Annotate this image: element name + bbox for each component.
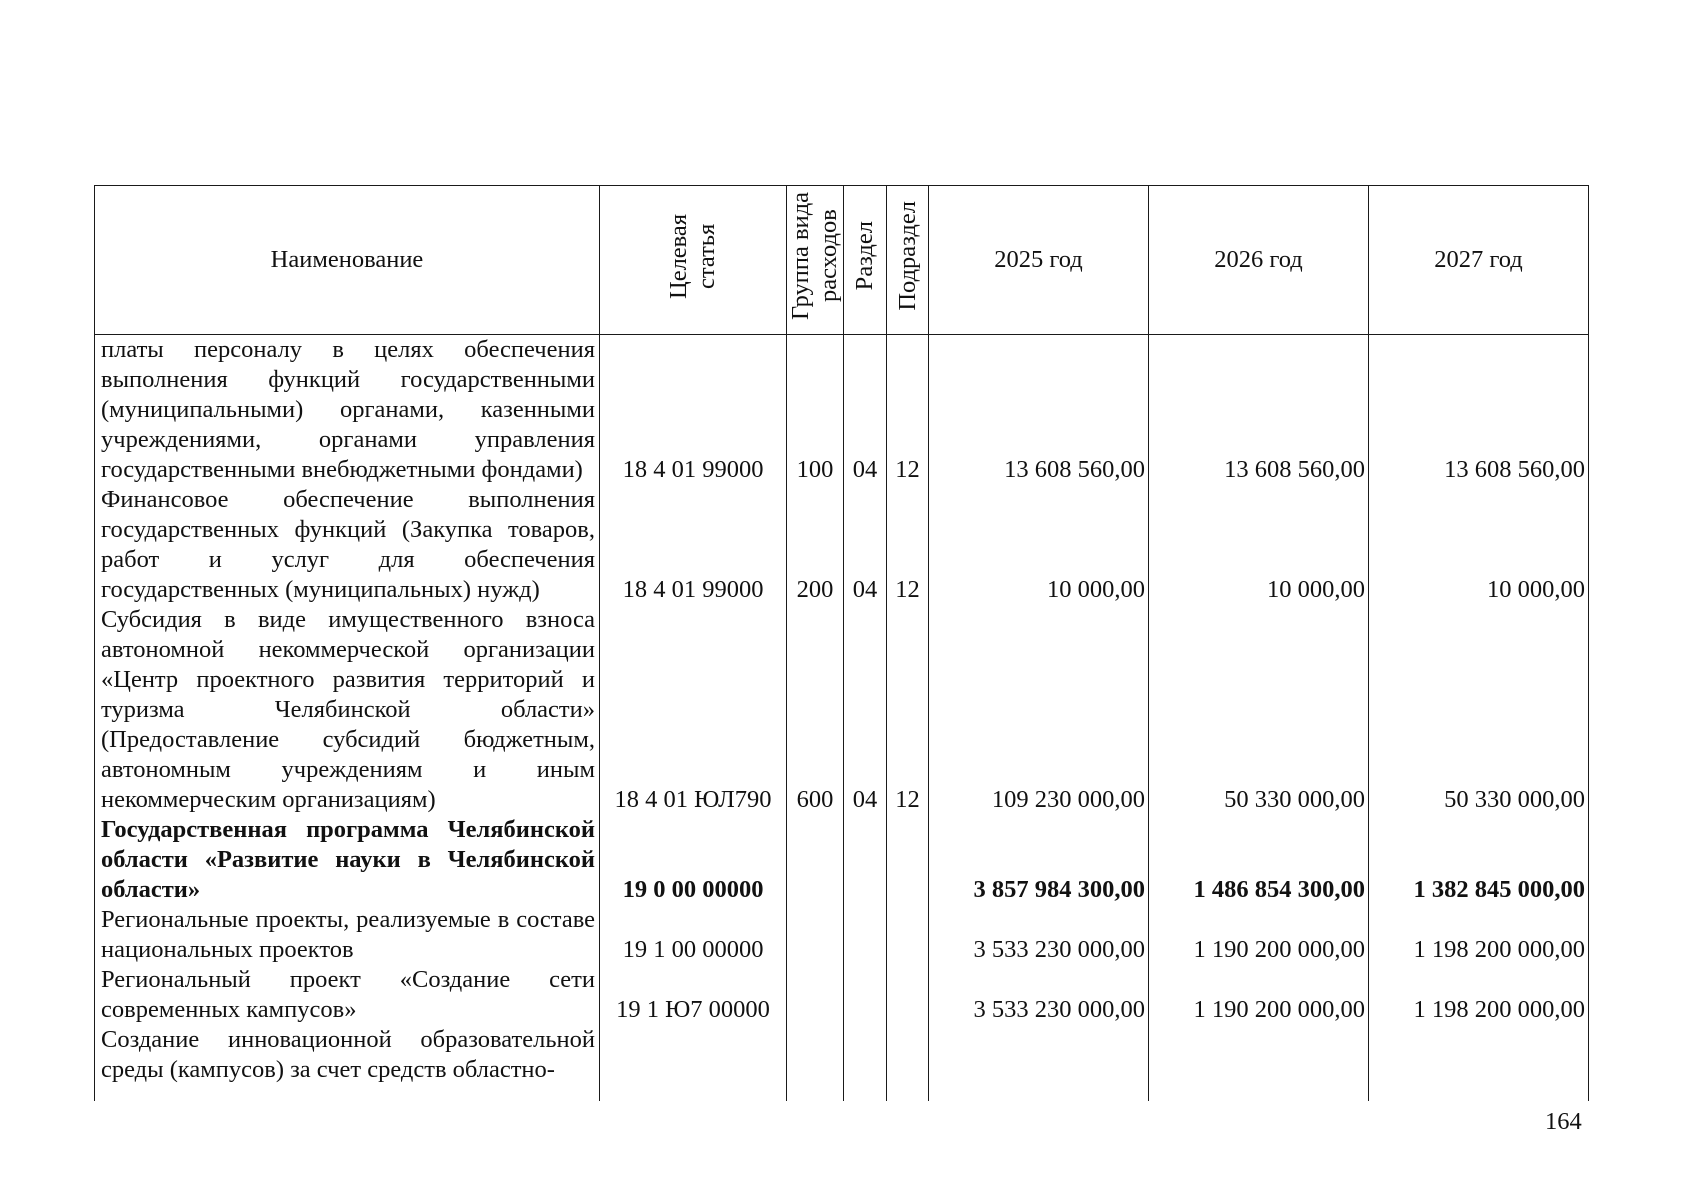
row-expense-group [787,965,844,1025]
row-target-article: 18 4 01 99000 [600,485,787,605]
row-expense-group: 600 [787,605,844,815]
row-2027 [1369,1025,1589,1101]
row-name: Региональные проекты, реализуемые в составе национальных проектов [95,905,600,965]
row-section [844,965,887,1025]
row-section: 04 [844,605,887,815]
row-subsection [887,815,929,905]
header-2027: 2027 год [1369,186,1589,335]
row-name: Финансовое обеспечение выполнения государственных функций (Закупка товаров, работ и услуг для обеспечения государственных (муниципальных) нужд) [95,485,600,605]
row-target-article: 19 0 00 00000 [600,815,787,905]
row-2027: 10 000,00 [1369,485,1589,605]
budget-table [94,185,1589,1101]
row-2025: 109 230 000,00 [929,605,1149,815]
row-2026: 10 000,00 [1149,485,1369,605]
header-name: Наименование [95,186,600,335]
row-expense-group: 100 [787,335,844,486]
row-2027: 1 198 200 000,00 [1369,965,1589,1025]
table-row [95,905,1589,965]
row-name: Региональный проект «Создание сети современных кампусов» [95,965,600,1025]
row-2027: 1 382 845 000,00 [1369,815,1589,905]
header-2026: 2026 год [1149,186,1369,335]
row-name: платы персоналу в целях обеспечения выполнения функций государственными (муниципальными) органами, казенными учреждениями, органами управления государственными внебюджетными фондами) [95,335,600,486]
row-expense-group [787,905,844,965]
row-expense-group: 200 [787,485,844,605]
row-2025: 3 533 230 000,00 [929,965,1149,1025]
row-target-article [600,1025,787,1101]
row-2025: 13 608 560,00 [929,335,1149,486]
page-number: 164 [1545,1108,1582,1135]
row-target-article: 19 1 Ю7 00000 [600,965,787,1025]
table-row [95,965,1589,1025]
row-2027: 13 608 560,00 [1369,335,1589,486]
row-subsection [887,905,929,965]
row-name: Государственная программа Челябинской области «Развитие науки в Челябинской области» [95,815,600,905]
table-row [95,485,1589,605]
row-section [844,905,887,965]
row-target-article: 19 1 00 00000 [600,905,787,965]
row-2027: 1 198 200 000,00 [1369,905,1589,965]
table-row [95,605,1589,815]
row-subsection: 12 [887,335,929,486]
row-section: 04 [844,485,887,605]
header-section: Раздел [844,186,887,335]
header-2025: 2025 год [929,186,1149,335]
header-expense-group: Группа вида расходов [787,186,844,335]
row-2027: 50 330 000,00 [1369,605,1589,815]
header-target-article: Целевая статья [600,186,787,335]
row-2026: 1 190 200 000,00 [1149,965,1369,1025]
row-subsection: 12 [887,605,929,815]
row-2025: 10 000,00 [929,485,1149,605]
row-target-article: 18 4 01 ЮЛ790 [600,605,787,815]
row-2026: 13 608 560,00 [1149,335,1369,486]
row-subsection [887,1025,929,1101]
header-row [95,186,1589,335]
row-target-article: 18 4 01 99000 [600,335,787,486]
row-name: Субсидия в виде имущественного взноса автономной некоммерческой организации «Центр проектного развития территорий и туризма Челябинской области» (Предоставление субсидий бюджетным, автономным учреждениям и иным некоммерческим организациям) [95,605,600,815]
row-section [844,1025,887,1101]
row-2026 [1149,1025,1369,1101]
row-section [844,815,887,905]
row-subsection: 12 [887,485,929,605]
row-2025: 3 533 230 000,00 [929,905,1149,965]
row-subsection [887,965,929,1025]
row-2025 [929,1025,1149,1101]
row-2025: 3 857 984 300,00 [929,815,1149,905]
row-2026: 50 330 000,00 [1149,605,1369,815]
row-expense-group [787,1025,844,1101]
table-row [95,335,1589,486]
row-2026: 1 486 854 300,00 [1149,815,1369,905]
table-row [95,815,1589,905]
row-expense-group [787,815,844,905]
row-name: Создание инновационной образовательной среды (кампусов) за счет средств областно- [95,1025,600,1101]
row-section: 04 [844,335,887,486]
row-2026: 1 190 200 000,00 [1149,905,1369,965]
table-row [95,1025,1589,1101]
header-subsection: Подраздел [887,186,929,335]
